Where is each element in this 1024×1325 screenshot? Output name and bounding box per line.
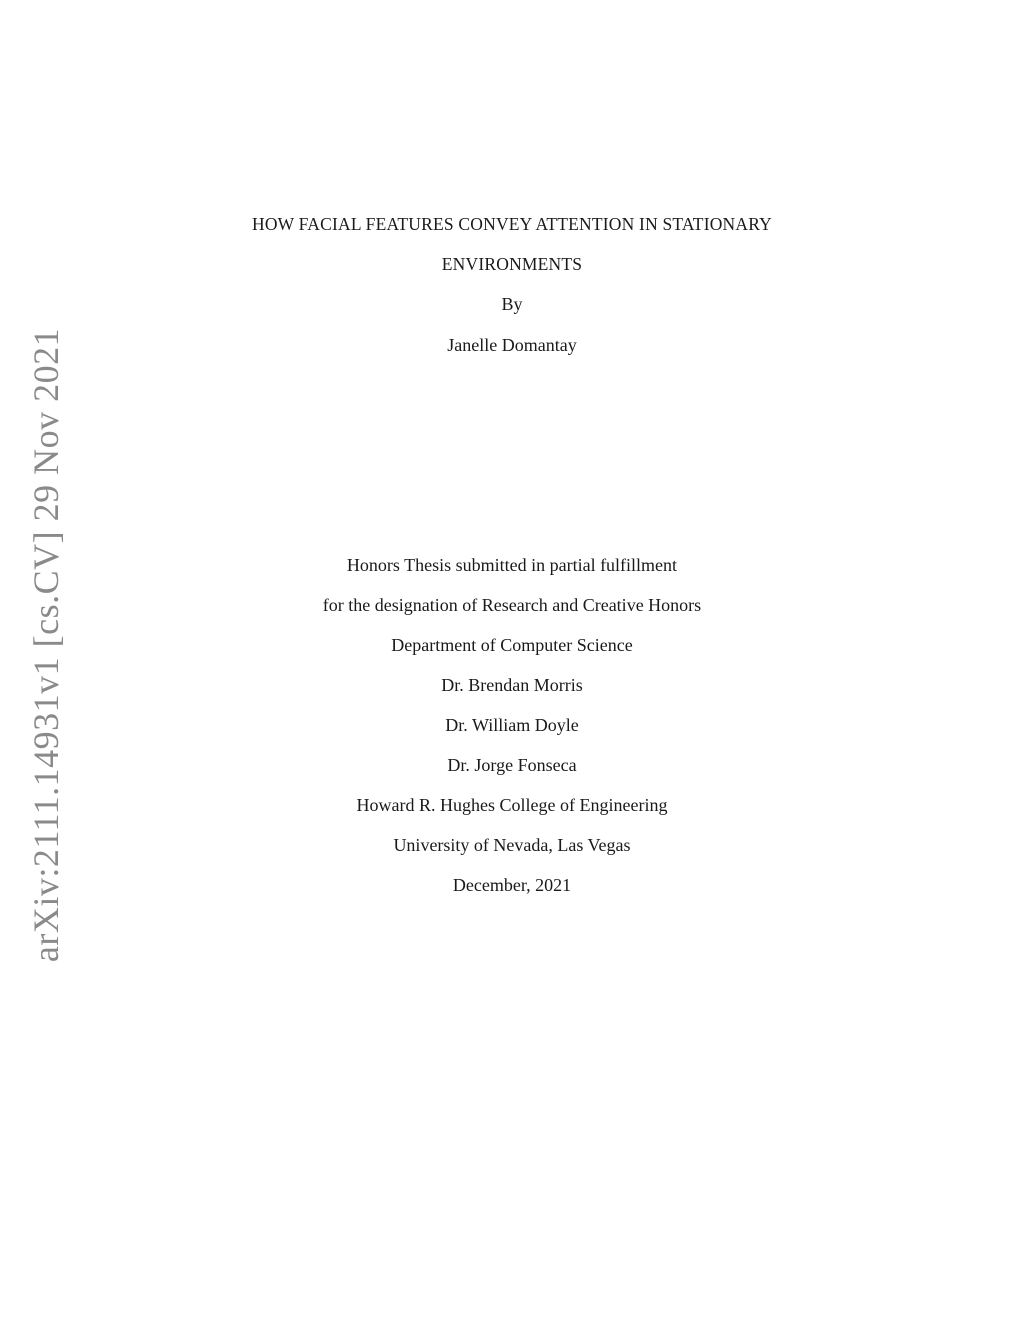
university: University of Nevada, Las Vegas <box>393 835 631 855</box>
author-name: Janelle Domantay <box>447 335 577 355</box>
arxiv-identifier: arXiv:2111.14931v1 [cs.CV] 29 Nov 2021 <box>26 327 66 963</box>
by-label: By <box>501 294 523 314</box>
committee-member: Dr. Brendan Morris <box>441 675 583 695</box>
title-line-2: ENVIRONMENTS <box>441 254 583 274</box>
submission-date: December, 2021 <box>452 875 572 895</box>
title-line-1: HOW FACIAL FEATURES CONVEY ATTENTION IN STATIONARY <box>252 214 772 234</box>
committee-member: Dr. William Doyle <box>445 715 579 735</box>
committee-member: Dr. Jorge Fonseca <box>447 755 577 775</box>
college: Howard R. Hughes College of Engineering <box>356 795 668 815</box>
department: Department of Computer Science <box>391 635 633 655</box>
submission-line-2: for the designation of Research and Creative Honors <box>322 595 702 615</box>
submission-line-1: Honors Thesis submitted in partial fulfillment <box>346 555 678 575</box>
